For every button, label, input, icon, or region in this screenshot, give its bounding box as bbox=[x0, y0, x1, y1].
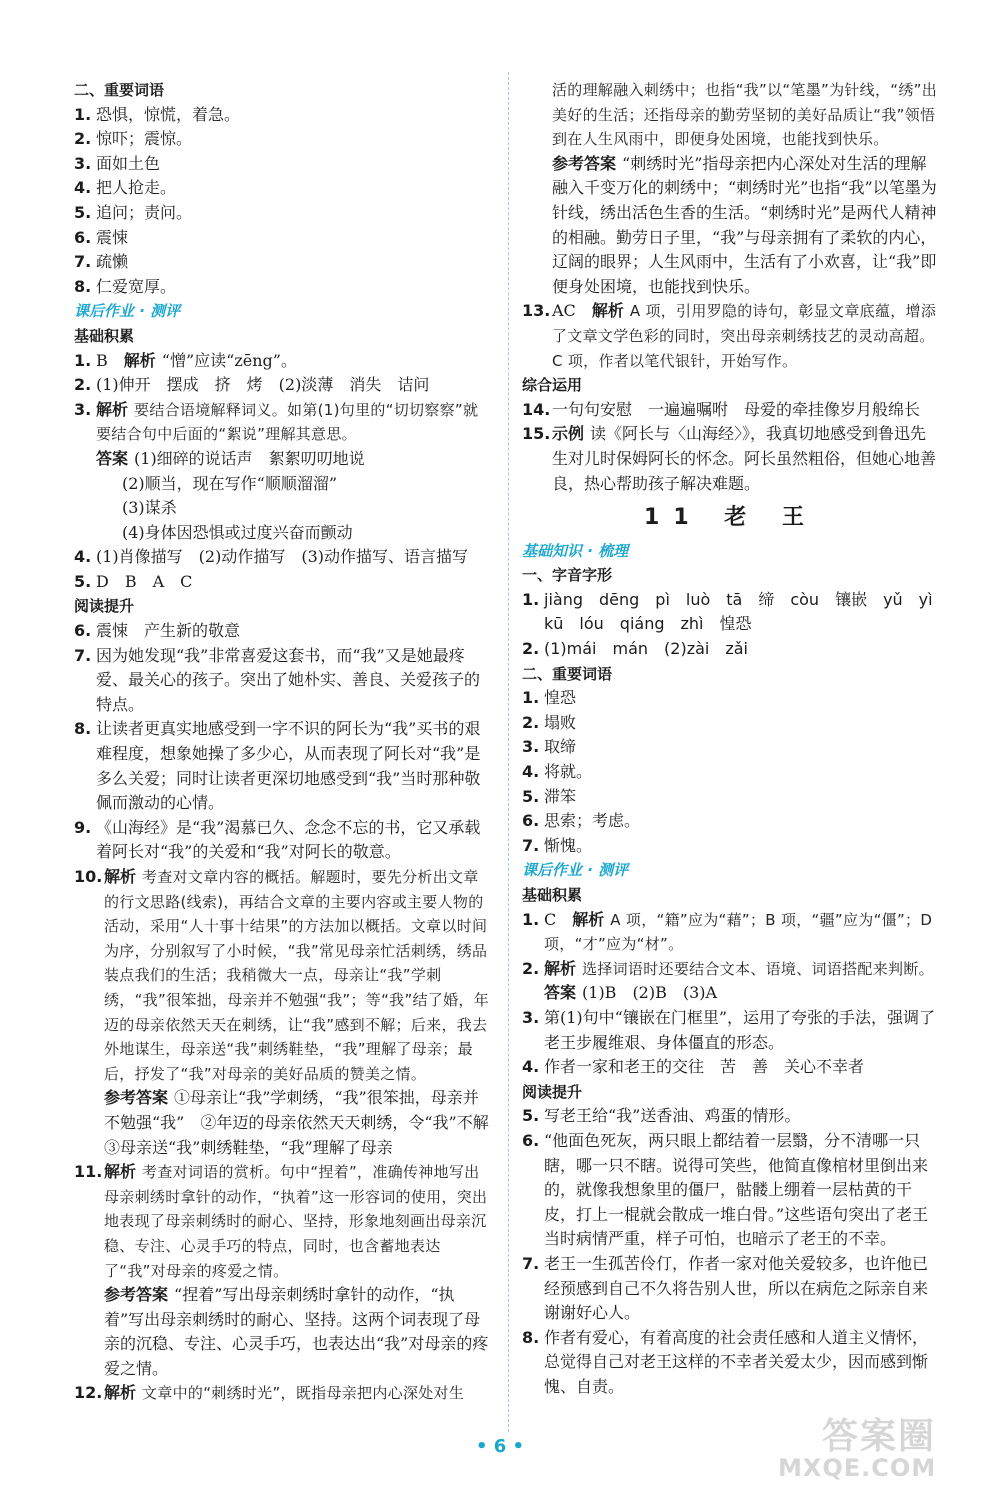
list-item: 8. 仁爱宽厚。 bbox=[74, 276, 177, 296]
answer-line: (4)身体因恐惧或过度兴奋而颤动 bbox=[122, 522, 353, 542]
question-14: 14. 一句句安慰 一遍遍嘱咐 母爱的牵挂像岁月般绵长 bbox=[522, 399, 921, 419]
answer-line: (3)谋杀 bbox=[122, 498, 177, 518]
question-2: 2. 解析 选择词语时还要结合文本、语境、词语搭配来判断。 bbox=[522, 958, 934, 978]
list-item: 7. 疏懒 bbox=[74, 252, 129, 272]
list-item: 4. 把人抢走。 bbox=[74, 178, 177, 198]
list-item: 5. 滞笨 bbox=[522, 786, 577, 806]
question-5: 5. 写老王给“我”送香油、鸡蛋的情形。 bbox=[522, 1106, 801, 1126]
list-item: 6. 震悚 bbox=[74, 227, 129, 247]
question-4: 4. (1)肖像描写 (2)动作描写 (3)动作描写、语言描写 bbox=[74, 547, 468, 567]
band-heading-homework: 课后作业 · 测评 bbox=[74, 302, 181, 321]
question-4: 4. 作者一家和老王的交往 苦 善 关心不幸者 bbox=[522, 1057, 865, 1077]
question-1: 1. jiàng dēng pì luò tā 缔 còu 镶嵌 yǔ yì kū lóu qiáng zhì 惶恐 bbox=[522, 589, 949, 634]
question-11: 11. 解析 考查对词语的赏析。句中“捏着”，准确传神地写出母亲刺绣时拿针的动作，“执着”这一形容词的使用，突出地表现了母亲刺绣时的耐心、坚持，形象地刻画出母亲沉稳、专注、心灵手巧的特点，同时，也含蓄地表达了“我”对母亲的疼爱之情。 bbox=[74, 1162, 488, 1280]
question-3: 3. 第(1)句中“镶嵌在门框里”，运用了夸张的手法，强调了老王步履维艰、身体僵直的形态。 bbox=[522, 1007, 936, 1052]
reference-answer: 参考答案 ①母亲让“我”学刺绣，“我”很笨拙，母亲并不勉强“我” ②年迈的母亲依然天天刺绣，令“我”不解 ③母亲送“我”刺绣鞋垫，“我”理解了母亲 bbox=[104, 1088, 505, 1157]
list-item: 7. 惭愧。 bbox=[522, 835, 593, 855]
question-3: 3. 解析 要结合语境解释词义。如第(1)句里的“切切察察”就要结合句中后面的“絮说”理解其意思。 bbox=[74, 399, 479, 444]
question-7: 7. 老王一生孤苦伶仃，作者一家对他关爱较多，也许他已经预感到自己不久将告别人世，所以在病危之际亲自来谢谢好心人。 bbox=[522, 1253, 929, 1323]
question-5: 5. D B A C bbox=[74, 571, 193, 591]
column-divider bbox=[508, 72, 509, 1432]
section-heading-comprehensive: 综合运用 bbox=[522, 376, 583, 395]
list-item: 5. 追问；责问。 bbox=[74, 202, 193, 222]
question-1: 1. B 解析 “憎”应读“zēng”。 bbox=[74, 350, 297, 370]
reference-answer: 参考答案 “刺绣时光”指母亲把内心深处对生活的理解融入千变万化的刺绣中；“刺绣时光”也指“我”以笔墨为针线，绣出活色生香的生活。“刺绣时光”是两代人精神的相融。勤劳日子里，“我”与母亲拥有了柔软的内心，辽阔的眼界；人生风雨中，生活有了小欢喜，让“我”即便身处困境，也能找到快乐。 bbox=[552, 153, 937, 296]
section-heading-important-words: 二、重要词语 bbox=[74, 81, 165, 99]
answer-line: 答案 (1)B (2)B (3)A bbox=[544, 983, 718, 1003]
list-item: 1. 惶恐 bbox=[522, 688, 577, 708]
section-heading-reading: 阅读提升 bbox=[522, 1082, 583, 1101]
question-12: 12. 解析 文章中的“刺绣时光”，既指母亲把内心深处对生 bbox=[74, 1383, 465, 1403]
band-heading-basics: 基础知识 · 梳理 bbox=[522, 541, 629, 560]
question-13: 13. AC 解析 A 项，引用罗隐的诗句，彰显文章底蕴，增添了文章文学色彩的同时，突出母亲刺绣技艺的灵动高超。C 项，作者以笔代银针，开始写作。 bbox=[522, 301, 937, 370]
list-item: 3. 面如土色 bbox=[74, 153, 161, 173]
question-2: 2. (1)mái mán (2)zài zǎi bbox=[522, 639, 748, 659]
question-8: 8. 作者有爱心，有着高度的社会责任感和人道主义情怀，总觉得自己对老王这样的不幸者关爱太少，因而感到惭愧、自责。 bbox=[522, 1327, 929, 1396]
watermark-url: MXQE.COM bbox=[778, 1454, 937, 1482]
answer-line: 答案 (1)细碎的说话声 絮絮叨叨地说 bbox=[96, 448, 365, 468]
section-heading-pronunciation: 一、字音字形 bbox=[522, 566, 613, 585]
section-heading-basic: 基础积累 bbox=[522, 886, 583, 904]
right-column bbox=[522, 78, 949, 1399]
page-number: • 6 • bbox=[475, 1436, 525, 1457]
section-heading-basic: 基础积累 bbox=[74, 326, 135, 345]
watermark-logo bbox=[778, 1408, 968, 1480]
answer-line: (2)顺当，现在写作“顺顺溜溜” bbox=[122, 473, 338, 493]
question-1: 1. C 解析 A 项，“籍”应为“藉”；B 项，“疆”应为“僵”；D 项，“才”应为“材”。 bbox=[522, 909, 933, 954]
list-item: 2. 塌败 bbox=[522, 712, 577, 732]
question-10: 10. 解析 考查对文章内容的概括。解题时，要先分析出文章的行文思路(线索)，再结合文章的主要内容或主要人物的活动，采用“人十事十结果”的方法加以概括。文章以时间为序，分别叙写了小时候，“我”常见母亲忙活刺绣，绣品装点我们的生活；我稍微大一点，母亲让“我”学刺绣，“我”很笨拙，母亲并不勉强“我”；等“我”结了婚，年迈的母亲依然天天在刺绣，让“我”感到不解；后来，我去外地谋生，母亲送“我”刺绣鞋垫，“我”理解了母亲；最后，抒发了“我”对母亲的美好品质的赞美之情。 bbox=[74, 867, 490, 1083]
section-heading-important-words: 二、重要词语 bbox=[522, 664, 613, 683]
question-6: 6. 震悚 产生新的敬意 bbox=[74, 621, 241, 641]
lesson-title: 11 老 王 bbox=[644, 505, 818, 531]
list-item: 2. 惊吓；震惊。 bbox=[74, 129, 193, 149]
list-item: 6. 思索；考虑。 bbox=[522, 811, 641, 831]
question-6: 6. “他面色死灰，两只眼上都结着一层翳，分不清哪一只瞎，哪一只不瞎。说得可笑些，他简直像棺材里倒出来的，就像我想象里的僵尸，骷髅上绷着一层枯黄的干皮，打上一棍就会散成一堆白骨。”这些语句突出了老王当时病情严重，样子可怕，也暗示了老王的不幸。 bbox=[522, 1130, 929, 1249]
question-9: 9. 《山海经》是“我”渴慕已久、念念不忘的书，它又承载着阿长对“我”的关爱和“我”对阿长的敬意。 bbox=[74, 817, 481, 862]
watermark-text: 答案圈 bbox=[822, 1416, 937, 1457]
question-8: 8. 让读者更真实地感受到一字不识的阿长为“我”买书的艰难程度，想象她操了多少心，从而表现了阿长对“我”是多么关爱；同时让读者更深切地感受到“我”当时那种敬佩而激动的心情。 bbox=[74, 719, 481, 813]
list-item: 1. 恐惧，惊慌，着急。 bbox=[74, 104, 241, 124]
list-item: 3. 取缔 bbox=[522, 737, 577, 757]
band-heading-homework: 课后作业 · 测评 bbox=[522, 861, 629, 880]
section-heading-reading: 阅读提升 bbox=[74, 597, 135, 616]
list-item: 4. 将就。 bbox=[522, 762, 593, 782]
question-12-continued: 活的理解融入刺绣中；也指“我”以“笔墨”为针线，“绣”出美好的生活；还指母亲的勤劳坚韧的美好品质让“我”领悟到在人生风雨中，即便身处困境，也能找到快乐。 bbox=[552, 81, 938, 149]
question-2: 2. (1)伸开 摆成 挤 烤 (2)淡薄 消失 诘问 bbox=[74, 375, 430, 395]
question-7: 7. 因为她发现“我”非常喜爱这套书，而“我”又是她最疼爱、最关心的孩子。突出了她朴实、善良、关爱孩子的特点。 bbox=[74, 645, 481, 714]
reference-answer: 参考答案 “捏着”写出母亲刺绣时拿针的动作，“执着”写出母亲刺绣时的耐心、坚持。这两个词表现了母亲的沉稳、专注、心灵手巧，也表达出“我”对母亲的疼爱之情。 bbox=[104, 1285, 489, 1378]
question-15: 15. 示例 读《阿长与〈山海经〉》，我真切地感受到鲁迅先生对儿时保姆阿长的怀念。阿长虽然粗俗，但她心地善良，热心帮助孩子解决难题。 bbox=[522, 424, 937, 493]
left-column bbox=[74, 78, 505, 1406]
